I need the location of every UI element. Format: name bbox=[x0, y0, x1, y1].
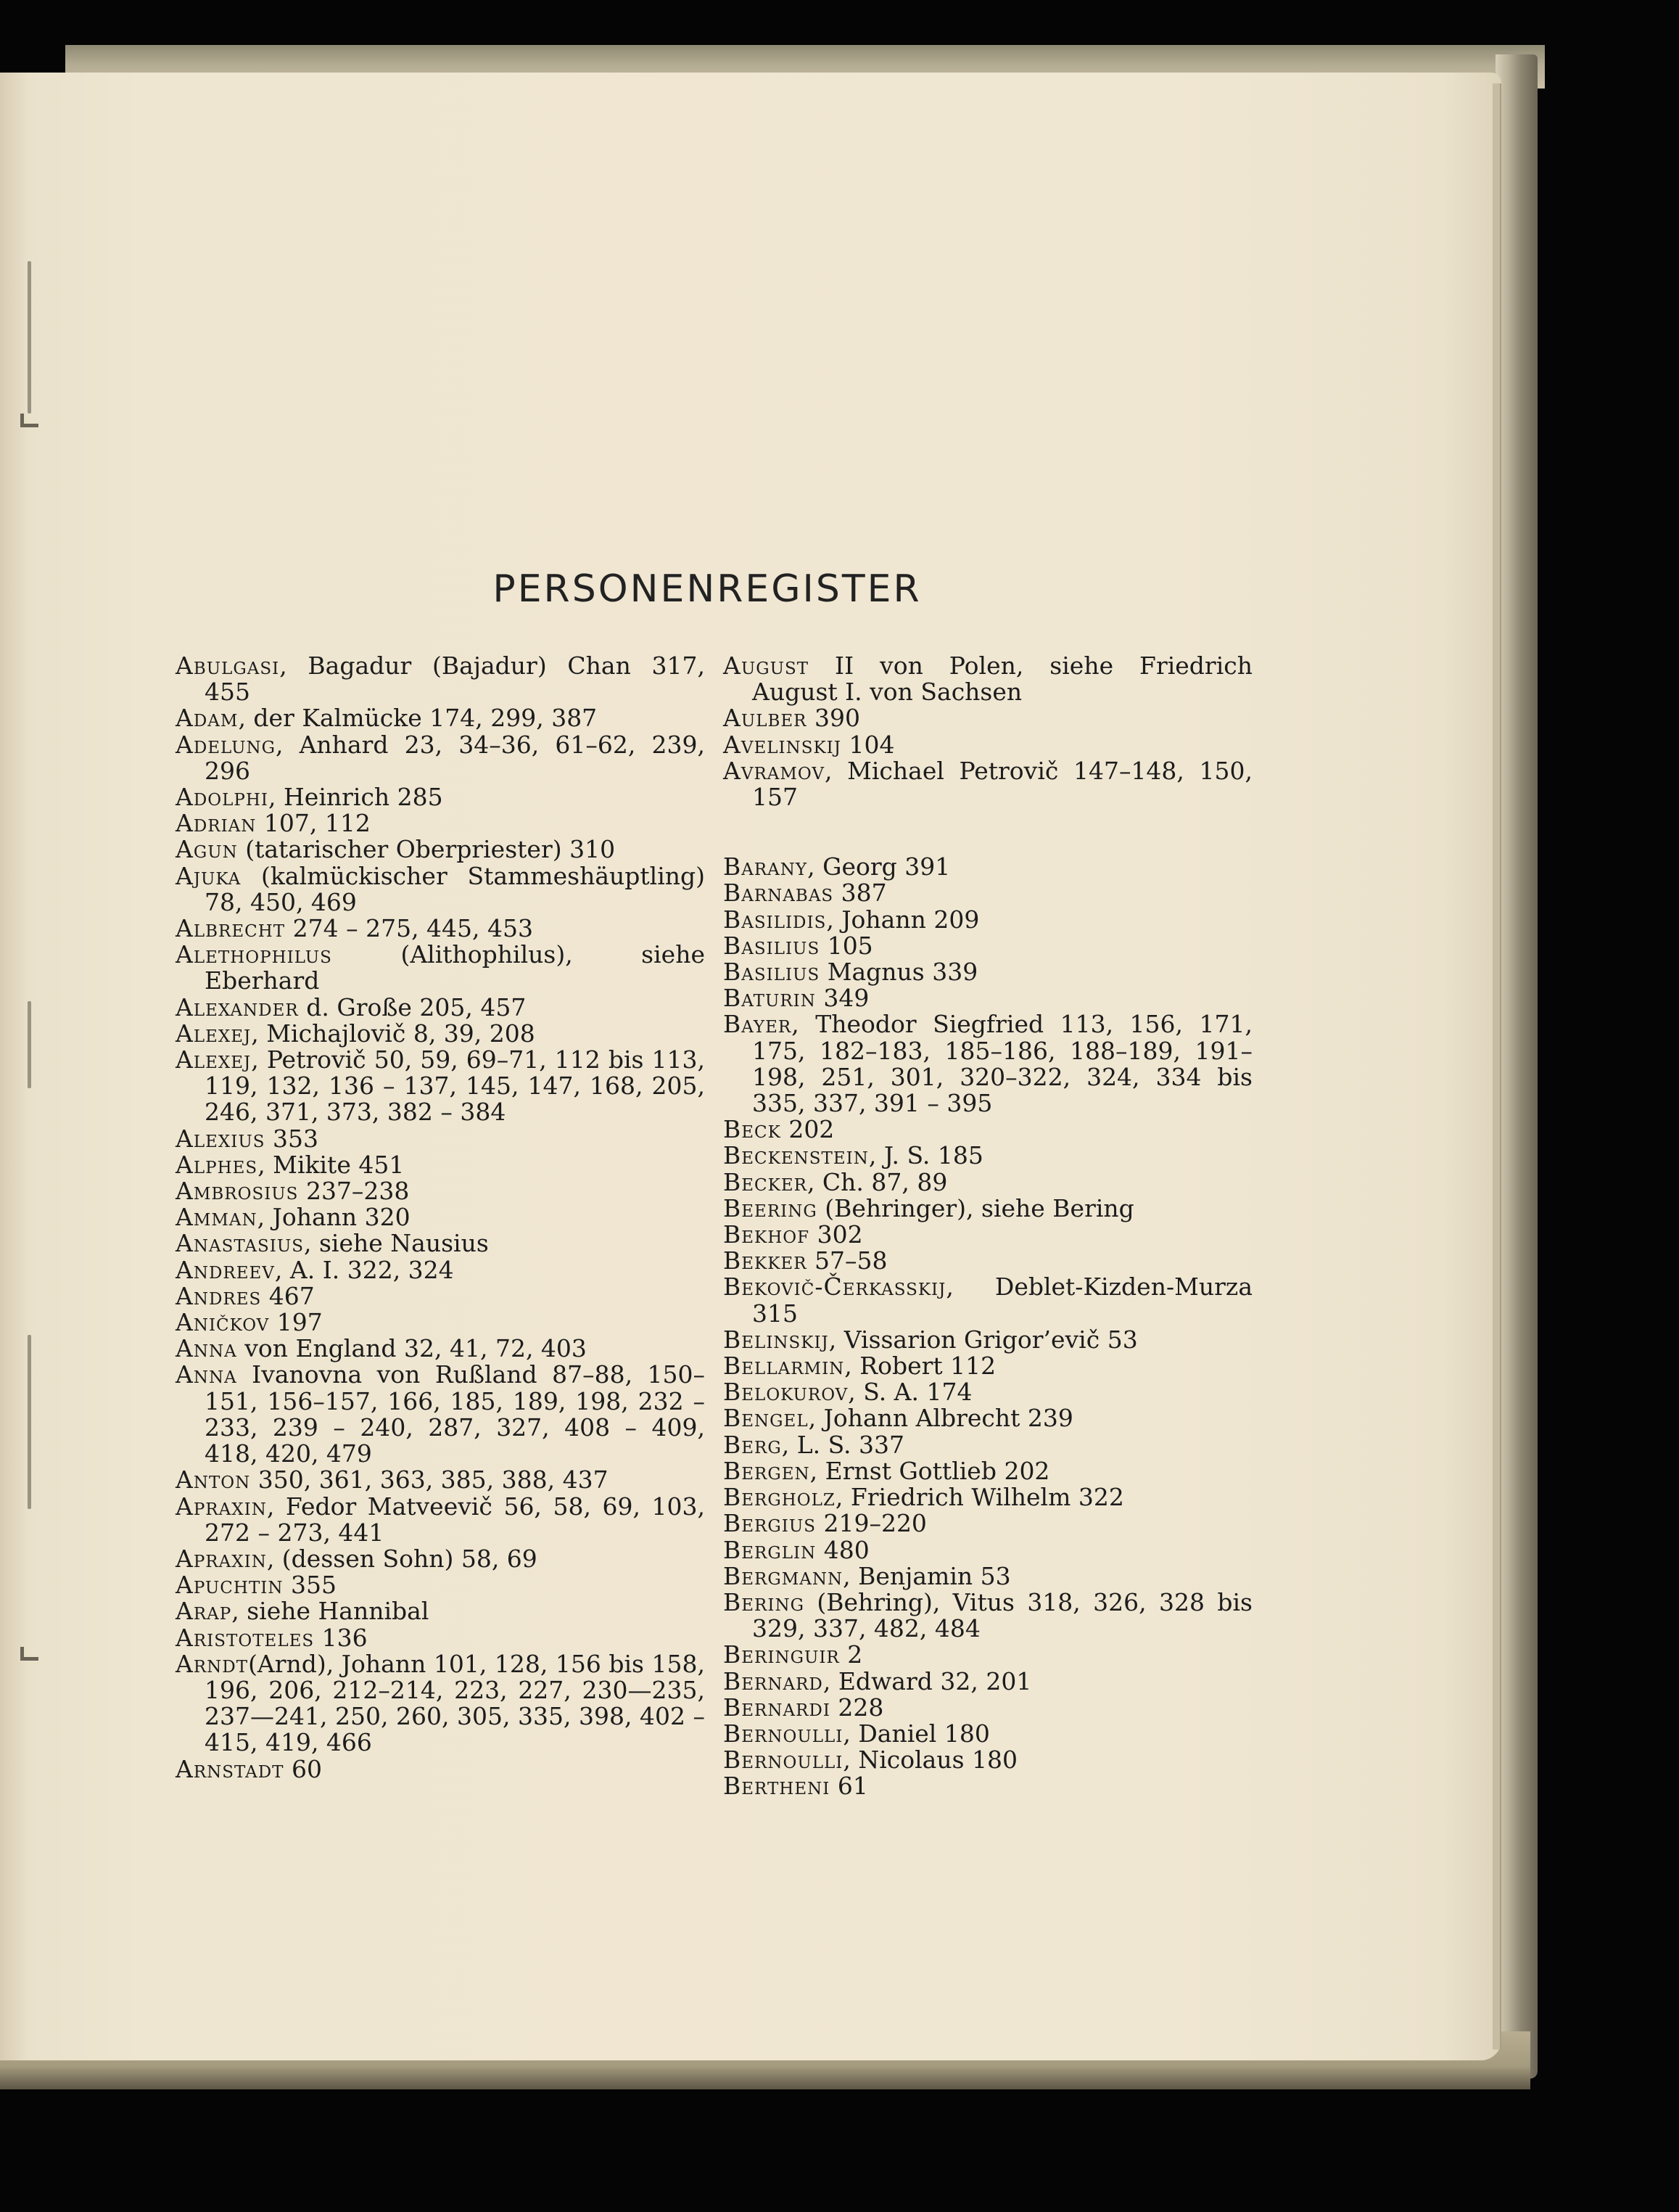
index-entry-name: Becker bbox=[723, 1167, 807, 1196]
index-entry bbox=[723, 1143, 1253, 1169]
index-entry bbox=[723, 933, 1253, 959]
index-entry-details: 57–58 bbox=[807, 1246, 888, 1275]
index-entry-details: , Nicolaus 180 bbox=[843, 1746, 1018, 1775]
index-entry-details: , Daniel 180 bbox=[843, 1719, 990, 1748]
index-entry-name: Beringuir bbox=[723, 1640, 840, 1669]
index-entry-details: , Johann 320 bbox=[257, 1203, 411, 1232]
index-entry-name: Berglin bbox=[723, 1535, 817, 1564]
index-column-right bbox=[723, 653, 1253, 1800]
index-entry bbox=[176, 653, 705, 705]
index-entry bbox=[176, 836, 705, 863]
index-entry-name: Basilius bbox=[723, 931, 820, 960]
binding-stitch bbox=[28, 1001, 31, 1088]
index-entry-details: von England 32, 41, 72, 403 bbox=[236, 1334, 587, 1363]
index-entry-details: Ivanovna von Rußland 87–88, 150–151, 156–157, 166, 185, 189, 198, 232 – 233, 239 – 240, 287, 327, 408 – 409, 418, 420, 479 bbox=[205, 1360, 705, 1468]
index-entry-details: 105 bbox=[820, 931, 873, 960]
index-entry bbox=[723, 1666, 1253, 1695]
index-entry-details: , Benjamin 53 bbox=[843, 1561, 1011, 1590]
index-entry bbox=[723, 1563, 1253, 1590]
index-entry-name: Andres bbox=[176, 1281, 262, 1310]
index-entry-details: , L. S. 337 bbox=[781, 1430, 905, 1459]
index-entry bbox=[723, 1274, 1253, 1326]
index-entry bbox=[723, 1510, 1253, 1537]
index-entry bbox=[723, 880, 1253, 906]
index-entry bbox=[176, 1047, 705, 1126]
index-entry-name: Alexej bbox=[176, 1019, 252, 1048]
index-entry bbox=[176, 1178, 705, 1204]
index-entry-name: Avelinskij bbox=[723, 730, 841, 759]
index-entry-details: (Arnd), Johann 101, 128, 156 bis 158, 196, 206, 212–214, 223, 227, 230—235, 237—241, 250, 260, 305, 335, 398, 402 – 415, 419, 466 bbox=[205, 1649, 705, 1757]
index-entry bbox=[723, 1537, 1253, 1563]
index-entry-details: Magnus 339 bbox=[820, 958, 978, 987]
index-entry-name: Bergmann bbox=[723, 1561, 843, 1590]
index-entry-details: , Robert 112 bbox=[844, 1352, 997, 1381]
binding-stitch bbox=[28, 261, 31, 414]
index-entry bbox=[176, 1152, 705, 1178]
index-column-left bbox=[176, 653, 705, 1783]
index-entry-name: Adolphi bbox=[176, 783, 269, 812]
index-entry-name: Belinskij bbox=[723, 1325, 829, 1354]
index-entry-name: Apuchtin bbox=[176, 1571, 284, 1600]
index-entry bbox=[723, 1248, 1253, 1274]
index-entry bbox=[723, 705, 1253, 731]
index-entry-name: Alexius bbox=[176, 1124, 265, 1153]
index-entry bbox=[723, 1773, 1253, 1799]
index-entry bbox=[723, 1222, 1253, 1248]
index-entry-details: 202 bbox=[780, 1115, 835, 1144]
index-entry bbox=[723, 854, 1253, 880]
index-entry bbox=[176, 1625, 705, 1651]
index-entry-name: Alphes bbox=[176, 1150, 258, 1179]
index-entry-details: 480 bbox=[816, 1535, 870, 1564]
index-entry-name: Barnabas bbox=[723, 879, 834, 908]
index-entry-name: Agun bbox=[176, 835, 238, 864]
index-entry-details: (Behring), Vitus 318, 326, 328 bis 329, 337, 482, 484 bbox=[752, 1587, 1253, 1643]
index-entry-details: , J. S. 185 bbox=[868, 1141, 983, 1170]
index-entry bbox=[176, 1651, 705, 1756]
index-entry-name: Ajuka bbox=[176, 861, 242, 890]
index-entry-details: d. Große 205, 457 bbox=[298, 992, 527, 1021]
index-entry-details: , Michael Petrovič 147–148, 150, 157 bbox=[752, 756, 1253, 812]
index-entry bbox=[176, 1362, 705, 1467]
index-entry-name: Basilius bbox=[723, 958, 820, 987]
binding-stitch-mark bbox=[20, 414, 38, 427]
index-entry-details: , Friedrich Wilhelm 322 bbox=[835, 1483, 1124, 1512]
index-entry-name: Anna bbox=[176, 1360, 237, 1389]
index-entry-details: , der Kalmücke 174, 299, 387 bbox=[238, 704, 598, 733]
index-entry-name: Albrecht bbox=[176, 914, 286, 943]
index-entry-name: Bertheni bbox=[723, 1772, 830, 1801]
index-entry-details: , A. I. 322, 324 bbox=[274, 1255, 454, 1284]
index-entry bbox=[176, 1021, 705, 1047]
index-entry-details: 237–238 bbox=[298, 1177, 410, 1206]
index-entry-details: , Johann Albrecht 239 bbox=[808, 1404, 1073, 1433]
binding-stitch bbox=[28, 1335, 31, 1509]
index-entry-details: 197 bbox=[269, 1308, 323, 1337]
index-entry-details: , S. A. 174 bbox=[848, 1378, 973, 1407]
index-entry bbox=[176, 916, 705, 942]
index-entry-details: , Johann 209 bbox=[826, 905, 980, 934]
index-entry bbox=[176, 810, 705, 836]
index-entry-name: Bergen bbox=[723, 1456, 810, 1485]
index-entry bbox=[723, 1011, 1253, 1117]
index-entry-details: (Alithophilus), siehe Eberhard bbox=[205, 940, 705, 995]
index-entry-name: Bernoulli bbox=[723, 1719, 843, 1748]
index-entry-name: Ambrosius bbox=[176, 1177, 299, 1206]
index-entry-name: Alethophilus bbox=[176, 940, 332, 969]
index-entry-name: Baturin bbox=[723, 984, 816, 1013]
index-entry-name: Bellarmin bbox=[723, 1352, 845, 1381]
index-entry-name: Berg bbox=[723, 1430, 782, 1459]
index-entry-name: Avramov bbox=[723, 756, 825, 785]
index-entry-details: , Bagadur (Bajadur) Chan 317, 455 bbox=[205, 651, 705, 707]
index-entry-name: Andreev bbox=[176, 1255, 275, 1284]
index-entry-details: , Georg 391 bbox=[807, 852, 951, 881]
index-entry bbox=[176, 705, 705, 731]
index-entry-details: , siehe Hannibal bbox=[231, 1597, 429, 1626]
index-entry bbox=[176, 732, 705, 784]
index-entry-details: 2 bbox=[839, 1640, 863, 1669]
index-entry bbox=[723, 1405, 1253, 1431]
index-entry-details: (Behringer), siehe Bering bbox=[817, 1193, 1134, 1222]
index-entry bbox=[176, 1204, 705, 1230]
index-entry-details: 104 bbox=[841, 730, 895, 759]
index-entry-details: 136 bbox=[314, 1623, 368, 1652]
index-entry-name: Bekhof bbox=[723, 1220, 810, 1249]
index-entry-details: , Deblet-Kizden-Murza 315 bbox=[752, 1272, 1253, 1328]
index-entry-name: Bekker bbox=[723, 1246, 807, 1275]
index-entry bbox=[176, 1257, 705, 1283]
index-entry-details: , Vissarion Grigor’evič 53 bbox=[828, 1325, 1138, 1354]
index-entry-details: , Ch. 87, 89 bbox=[807, 1167, 948, 1196]
index-entry bbox=[723, 907, 1253, 933]
index-entry-name: Bengel bbox=[723, 1404, 809, 1433]
index-entry bbox=[176, 1756, 705, 1783]
index-entry bbox=[176, 992, 705, 1021]
index-entry-details: , Heinrich 285 bbox=[268, 783, 443, 812]
index-entry-details: , Petrovič 50, 59, 69–71, 112 bis 113, 119, 132, 136 – 137, 145, 147, 168, 205, 246, 371, 373, 382 – 384 bbox=[205, 1045, 705, 1127]
index-entry-name: August bbox=[723, 651, 809, 680]
index-entry-details: 61 bbox=[830, 1772, 868, 1801]
index-entry bbox=[723, 1193, 1253, 1222]
index-entry bbox=[176, 1467, 705, 1493]
index-entry-details: 107, 112 bbox=[256, 809, 371, 838]
index-entry-name: Anna bbox=[176, 1334, 237, 1363]
index-entry-name: Bekovič-Čerkasskij bbox=[723, 1272, 946, 1302]
index-entry bbox=[176, 784, 705, 810]
binding-stitch-mark bbox=[20, 1647, 38, 1661]
index-entry-details: II von Polen, siehe Friedrich August I. von Sachsen bbox=[752, 651, 1253, 707]
page-title: PERSONENREGISTER bbox=[492, 567, 922, 611]
index-entry-name: Arnstadt bbox=[176, 1754, 284, 1783]
index-entry-name: Bayer bbox=[723, 1010, 792, 1039]
index-entry bbox=[723, 732, 1253, 758]
index-entry-name: Amman bbox=[176, 1203, 257, 1232]
index-entry bbox=[723, 1327, 1253, 1353]
index-entry bbox=[723, 1117, 1253, 1143]
index-entry bbox=[723, 1353, 1253, 1379]
index-entry-details: 355 bbox=[283, 1571, 337, 1600]
index-entry bbox=[176, 1283, 705, 1309]
index-entry-details: 387 bbox=[833, 879, 887, 908]
index-entry-name: Bergholz bbox=[723, 1483, 836, 1512]
index-entry-details: , Ernst Gottlieb 202 bbox=[809, 1456, 1050, 1485]
index-entry-name: Alexej bbox=[176, 1045, 252, 1074]
index-entry-details: 228 bbox=[830, 1693, 884, 1722]
index-entry bbox=[723, 959, 1253, 985]
index-entry-name: Apraxin bbox=[176, 1492, 267, 1521]
index-entry bbox=[723, 1695, 1253, 1721]
index-entry-name: Alexander bbox=[176, 992, 299, 1021]
index-entry bbox=[176, 1336, 705, 1362]
index-entry-details: 467 bbox=[261, 1281, 315, 1310]
index-entry-name: Bernard bbox=[723, 1666, 823, 1695]
index-entry bbox=[723, 985, 1253, 1011]
index-entry-name: Belokurov bbox=[723, 1378, 849, 1407]
index-entry-name: Abulgasi bbox=[176, 651, 280, 680]
index-entry-name: Adelung bbox=[176, 730, 276, 759]
book-cover-right-edge bbox=[1496, 54, 1538, 2079]
index-entry-name: Beckenstein bbox=[723, 1141, 869, 1170]
index-entry-name: Bering bbox=[723, 1587, 804, 1616]
index-entry-details: , siehe Nausius bbox=[304, 1229, 489, 1258]
index-entry bbox=[176, 1230, 705, 1257]
page-stack-edge bbox=[1493, 83, 1501, 2049]
index-entry bbox=[723, 1642, 1253, 1668]
index-entry-name: Basilidis bbox=[723, 905, 827, 934]
index-entry-name: Beck bbox=[723, 1115, 781, 1144]
index-entry-name: Aulber bbox=[723, 704, 807, 733]
index-entry bbox=[723, 1747, 1253, 1773]
index-entry-details: 219–220 bbox=[815, 1509, 927, 1538]
index-entry bbox=[176, 1309, 705, 1336]
index-entry-details: , Edward 32, 201 bbox=[822, 1666, 1032, 1695]
index-entry-name: Aničkov bbox=[176, 1308, 270, 1337]
index-entry-name: Bergius bbox=[723, 1509, 816, 1538]
index-entry bbox=[176, 1572, 705, 1598]
index-entry-details: , Anhard 23, 34–36, 61–62, 239, 296 bbox=[205, 730, 705, 785]
index-entry bbox=[723, 653, 1253, 705]
index-entry bbox=[723, 1169, 1253, 1196]
index-entry-details: 353 bbox=[265, 1124, 318, 1153]
index-entry-details: , Mikite 451 bbox=[257, 1150, 405, 1179]
index-entry-name: Bernoulli bbox=[723, 1746, 843, 1775]
index-entry bbox=[723, 758, 1253, 810]
index-entry-name: Barany bbox=[723, 852, 808, 881]
index-entry-name: Arap bbox=[176, 1597, 232, 1626]
index-entry-details: , Fedor Matveevič 56, 58, 69, 103, 272 – 273, 441 bbox=[205, 1492, 705, 1547]
index-entry bbox=[176, 942, 705, 994]
index-entry bbox=[723, 1458, 1253, 1484]
index-entry bbox=[176, 1546, 705, 1572]
index-entry bbox=[176, 863, 705, 916]
index-entry-details: (tatarischer Oberpriester) 310 bbox=[237, 835, 616, 864]
index-entry-details: (kalmückischer Stammeshäuptling) 78, 450, 469 bbox=[205, 861, 705, 916]
index-entry-details: 349 bbox=[815, 984, 870, 1013]
index-entry-details: 274 – 275, 445, 453 bbox=[285, 914, 534, 943]
index-entry-name: Bernardi bbox=[723, 1693, 830, 1722]
index-entry-name: Anastasius bbox=[176, 1229, 304, 1258]
index-entry bbox=[176, 1494, 705, 1546]
index-entry-name: Adrian bbox=[176, 809, 257, 838]
index-entry-name: Arndt bbox=[176, 1649, 249, 1678]
index-entry bbox=[176, 1126, 705, 1152]
index-entry-name: Apraxin bbox=[176, 1544, 267, 1573]
index-entry bbox=[723, 1379, 1253, 1405]
index-entry bbox=[176, 1598, 705, 1624]
index-entry-name: Anton bbox=[176, 1465, 251, 1494]
index-entry bbox=[723, 1484, 1253, 1510]
index-entry-details: , Michajlovič 8, 39, 208 bbox=[251, 1019, 535, 1048]
index-entry-details: , (dessen Sohn) 58, 69 bbox=[266, 1544, 537, 1573]
index-entry bbox=[723, 1721, 1253, 1747]
index-entry-name: Beering bbox=[723, 1193, 817, 1222]
index-entry-details: 390 bbox=[807, 704, 860, 733]
index-entry-details: 302 bbox=[809, 1220, 863, 1249]
index-entry-details: 60 bbox=[284, 1754, 322, 1783]
index-entry-name: Aristoteles bbox=[176, 1623, 315, 1652]
index-entry bbox=[723, 1587, 1253, 1643]
index-entry-details: 350, 361, 363, 385, 388, 437 bbox=[250, 1465, 609, 1494]
index-entry-name: Adam bbox=[176, 704, 239, 733]
index-entry-details: , Theodor Siegfried 113, 156, 171, 175, 182–183, 185–186, 188–189, 191–198, 251, 301, 320–322, 324, 334 bis 335, 337, 391 – 395 bbox=[752, 1010, 1253, 1118]
index-entry bbox=[723, 1432, 1253, 1458]
